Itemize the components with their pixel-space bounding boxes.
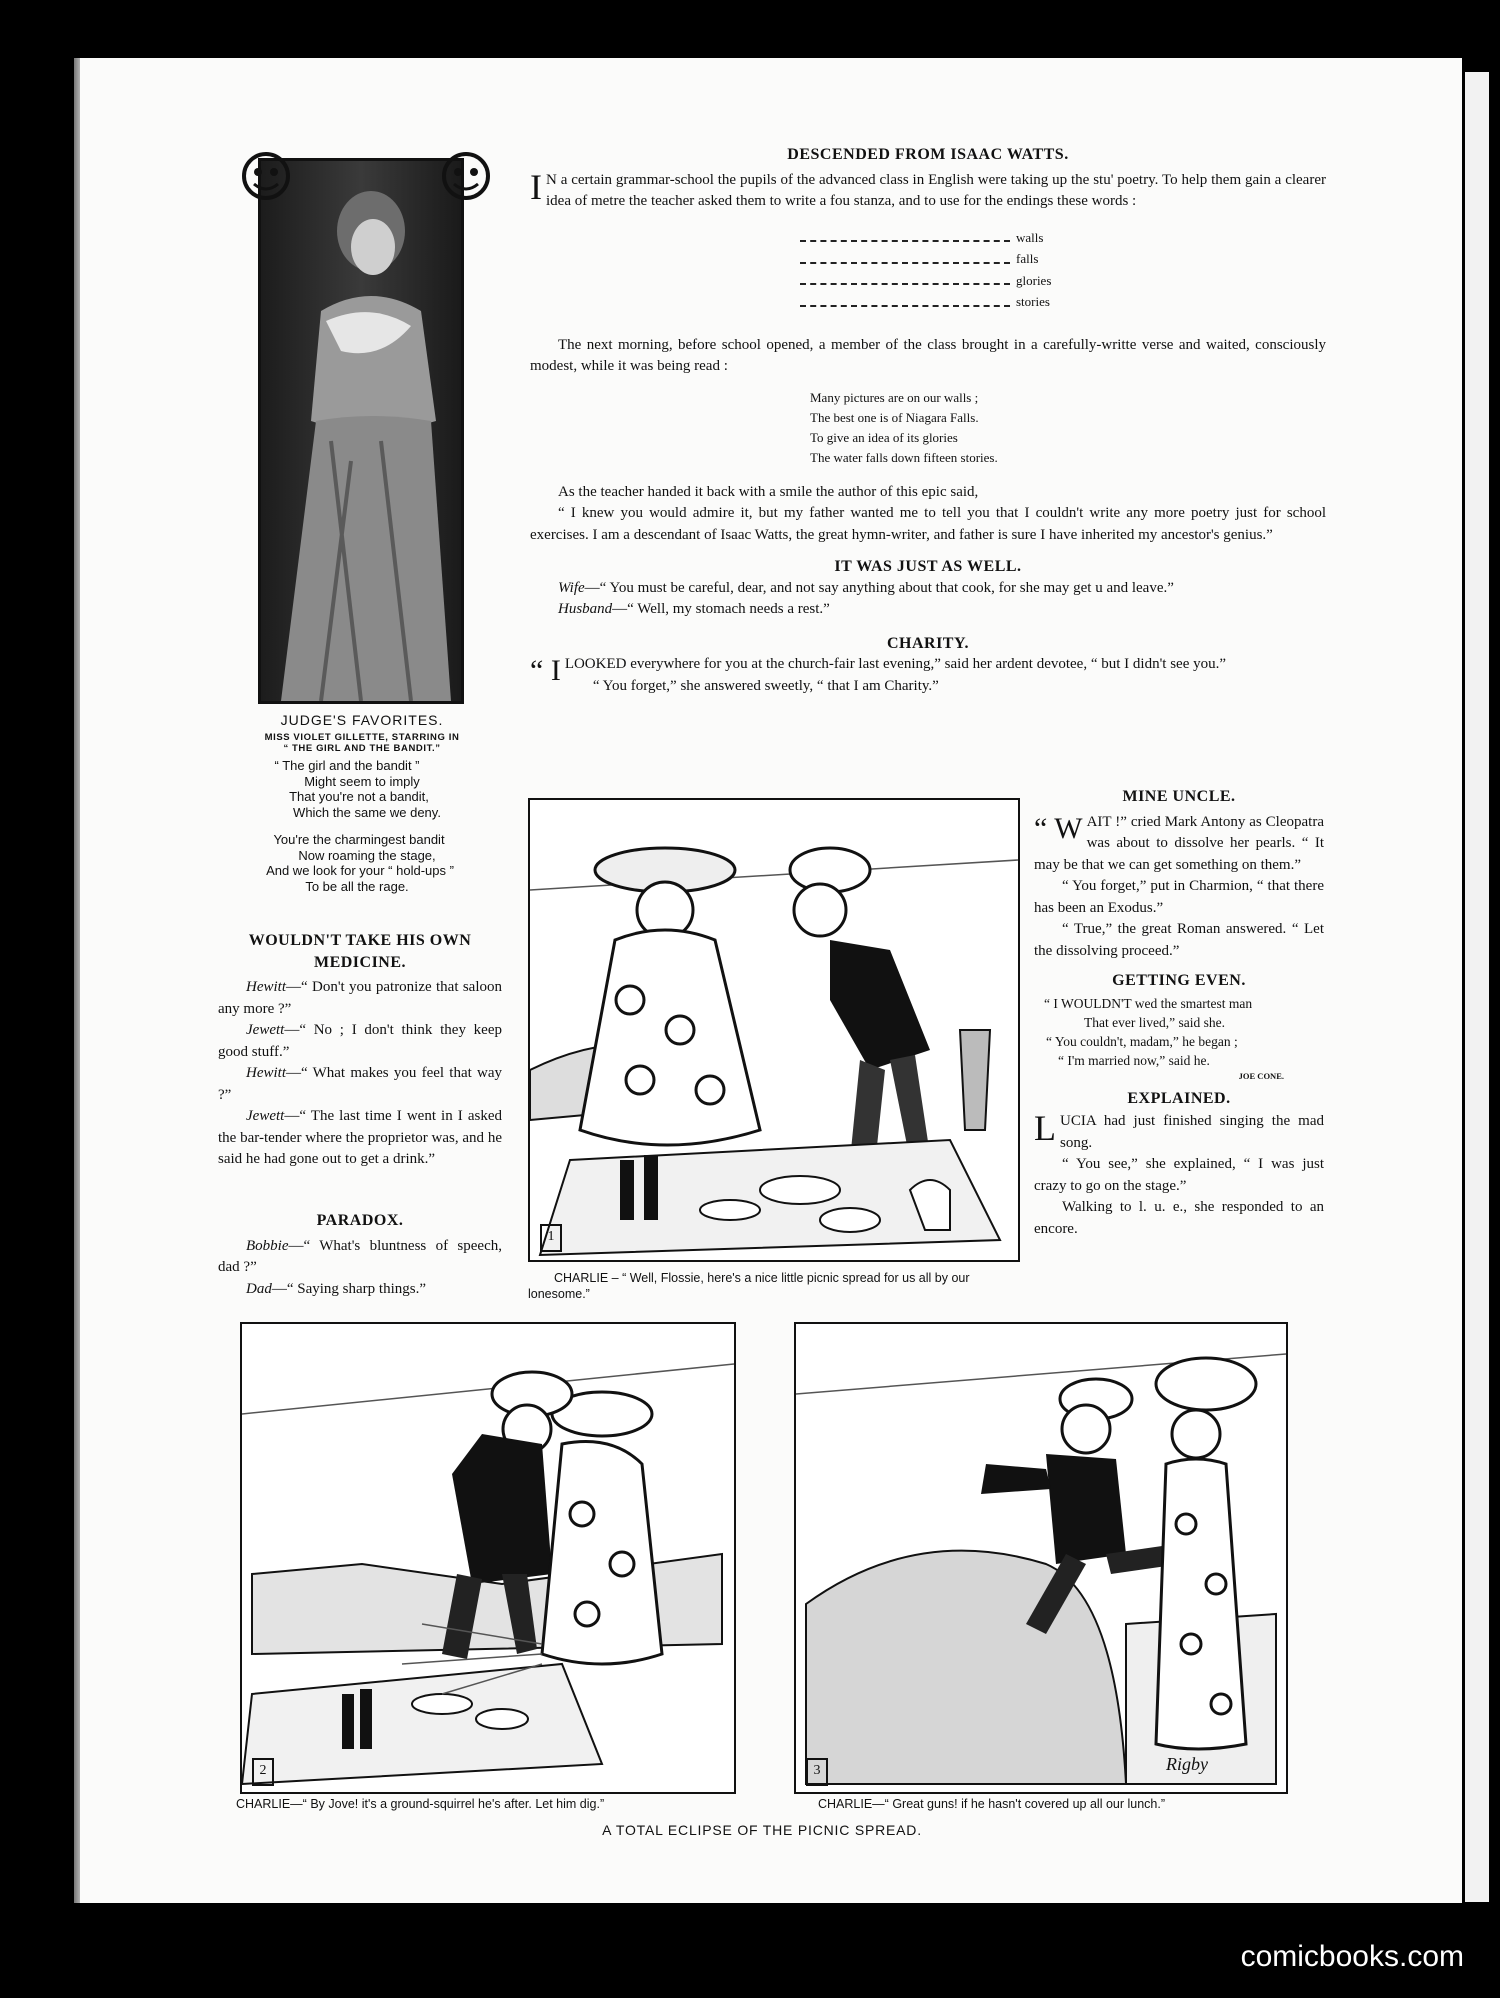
paragraph: “ You forget,” she answered sweetly, “ that I am Charity.” — [592, 677, 939, 694]
dialogue-line: Dad—“ Saying sharp things.” — [246, 1280, 426, 1297]
paragraph: As the teacher handed it back with a smile the author of this epic said, — [558, 483, 979, 500]
paragraph: I N a certain grammar-school the pupils of the advanced class in English were taking up the stu' poetry. To help them gain a clearer idea of metre the teacher asked them to write a fou stanza, and to use for the endings these words : — [530, 166, 1326, 209]
cartoon-title: A TOTAL ECLIPSE OF THE PICNIC SPREAD. — [602, 1822, 922, 1838]
verse-line: Might seem to imply — [304, 773, 420, 789]
paragraph: “ W AIT !” cried Mark Antony as Cleopatra was about to dissolve her pearls. “ It may be that we can get something on them.” — [1034, 811, 1324, 873]
drop-cap: “ I — [530, 654, 561, 687]
verse-line: Which the same we deny. — [293, 804, 441, 820]
speaker: Dad — [246, 1280, 272, 1297]
right-column — [1034, 786, 1324, 1240]
paragraph: LUCIA had just finished singing the mad song. — [1034, 1108, 1324, 1151]
mask-ornament-icon — [436, 144, 496, 214]
mine-uncle-title: MINE UNCLE. — [1122, 788, 1236, 805]
medicine-title: MEDICINE. — [313, 953, 407, 971]
verse-line: The best one is of Niagara Falls. — [810, 409, 979, 425]
verse-line: Now roaming the stage, — [298, 847, 436, 863]
cartoon-panel-1 — [528, 798, 1020, 1262]
medicine-title: WOULDN'T TAKE HIS OWN — [248, 932, 472, 949]
portrait-frame — [258, 158, 464, 704]
drop-cap: “ W — [1034, 811, 1083, 845]
paragraph: “ True,” the great Roman answered. “ Let the dissolving proceed.” — [1034, 921, 1324, 959]
dialogue-line: Bobbie—“ What's bluntness of speech, dad ?” — [218, 1237, 502, 1275]
speaker: Bobbie — [246, 1237, 289, 1254]
verse-line: “ The girl and the bandit ” — [274, 758, 420, 773]
paragraph: Walking to l. u. e., she responded to an encore. — [1034, 1199, 1324, 1237]
isaac-watts-section — [530, 144, 1326, 697]
paragraph: “ I LOOKED everywhere for you at the church-fair last evening,” said her ardent devotee, “ but I didn't see you.” — [530, 654, 1227, 687]
verse-line: That ever lived,” said she. — [1084, 1014, 1225, 1030]
paragraph: “ You forget,” put in Charmion, “ that there has been an Exodus.” — [1034, 878, 1324, 916]
speaker: Hewitt — [246, 979, 286, 995]
facing-page-edge — [1465, 72, 1489, 1902]
author: JOE CONE. — [1238, 1070, 1284, 1081]
explained-title: EXPLAINED. — [1127, 1089, 1231, 1107]
watermark: comicbooks.com — [1240, 1940, 1464, 1973]
medicine-section — [218, 930, 502, 1171]
favorites-subtitle: “ THE GIRL AND THE BANDIT.” — [283, 743, 441, 754]
verse-line: “ I'm married now,” said he. — [1058, 1052, 1210, 1068]
verse-line: “ I WOULDN'T wed the smartest man — [1044, 995, 1253, 1011]
verse-line: Many pictures are on our walls ; — [810, 389, 979, 405]
blank-line: falls — [800, 248, 1326, 270]
panel-number: 3 — [806, 1758, 828, 1786]
poem — [1034, 994, 1324, 1082]
blank-line: walls — [800, 227, 1326, 249]
panel-number: 2 — [252, 1758, 274, 1786]
panel-2-caption: CHARLIE—“ By Jove! it's a ground-squirrel he's after. Let him dig.” — [236, 1797, 605, 1811]
paragraph: The next morning, before school opened, a member of the class brought in a carefully-writte verse and waited, consciously modest, while it was being read : — [530, 336, 1326, 374]
portrait-illustration — [261, 161, 461, 701]
dialogue-line: Jewett—“ The last time I went in I asked the bar-tender where the proprietor was, and he said he had gone out to get a drink.” — [218, 1108, 502, 1167]
drop-cap: L — [1034, 1108, 1056, 1148]
verse-line: You're the charmingest bandit — [273, 832, 445, 847]
drop-cap: I — [530, 166, 542, 207]
artist-signature: Rigby — [1166, 1754, 1208, 1774]
dialogue-line: Hewitt—“ What makes you feel that way ?” — [218, 1065, 502, 1103]
favorites-section — [232, 712, 492, 894]
picnic-illustration — [796, 1324, 1286, 1792]
favorites-subtitle: MISS VIOLET GILLETTE, STARRING IN — [264, 732, 460, 743]
speaker: Wife — [558, 579, 585, 596]
panel-number: 1 — [540, 1224, 562, 1252]
picnic-illustration — [530, 800, 1018, 1260]
dialogue-line: Husband—“ Well, my stomach needs a rest.” — [558, 601, 830, 617]
isaac-watts-title: DESCENDED FROM ISAAC WATTS. — [787, 146, 1069, 163]
mask-ornament-icon — [236, 144, 296, 214]
dialogue-line: Jewett—“ No ; I don't think they keep good stuff.” — [218, 1022, 502, 1060]
paradox-title: PARADOX. — [316, 1212, 404, 1229]
cartoon-panel-3 — [794, 1322, 1288, 1794]
charity-title: CHARITY. — [886, 634, 970, 652]
paragraph: “ You see,” she explained, “ I was just crazy to go on the stage.” — [1034, 1156, 1324, 1194]
blank-line: stories — [800, 291, 1326, 313]
speaker: Jewett — [246, 1108, 285, 1124]
just-as-well-title: IT WAS JUST AS WELL. — [834, 558, 1022, 575]
verse-line: And we look for your “ hold-ups ” — [266, 863, 454, 878]
verse-line: That you're not a bandit, — [289, 789, 429, 804]
panel-3-caption: CHARLIE—“ Great guns! if he hasn't covered up all our lunch.” — [818, 1797, 1165, 1811]
speaker: Husband — [558, 601, 613, 617]
getting-even-title: GETTING EVEN. — [1112, 972, 1246, 989]
verse-line: To be all the rage. — [305, 878, 409, 894]
verse-line — [232, 820, 492, 832]
verse-line: To give an idea of its glories — [810, 429, 958, 445]
cartoon-panel-2 — [240, 1322, 736, 1794]
dialogue-line: Hewitt—“ Don't you patronize that saloon any more ?” — [218, 979, 502, 1017]
speaker: Hewitt — [246, 1065, 286, 1081]
favorites-title: JUDGE'S FAVORITES. — [280, 712, 444, 728]
dialogue-line: Wife—“ You must be careful, dear, and not say anything about that cook, for she may get u and leave.” — [558, 579, 1174, 596]
picnic-illustration — [242, 1324, 734, 1792]
speaker: Jewett — [246, 1022, 285, 1038]
blank-endings — [800, 227, 1326, 313]
verse-line: “ You couldn't, madam,” he began ; — [1046, 1033, 1238, 1049]
blank-line: glories — [800, 270, 1326, 292]
panel-1-caption: CHARLIE – “ Well, Flossie, here's a nice little picnic spread for us all by our lonesome.” — [528, 1271, 970, 1301]
paragraph: “ I knew you would admire it, but my father wanted me to tell you that I couldn't write any more poetry just for school exercises. I am a descendant of Isaac Watts, the great hymn-writer, and father is sure I have inherited my ancestor's genius.” — [530, 505, 1326, 543]
poem — [810, 388, 1326, 468]
paradox-section — [218, 1210, 502, 1300]
verse-line: The water falls down fifteen stories. — [810, 449, 998, 465]
